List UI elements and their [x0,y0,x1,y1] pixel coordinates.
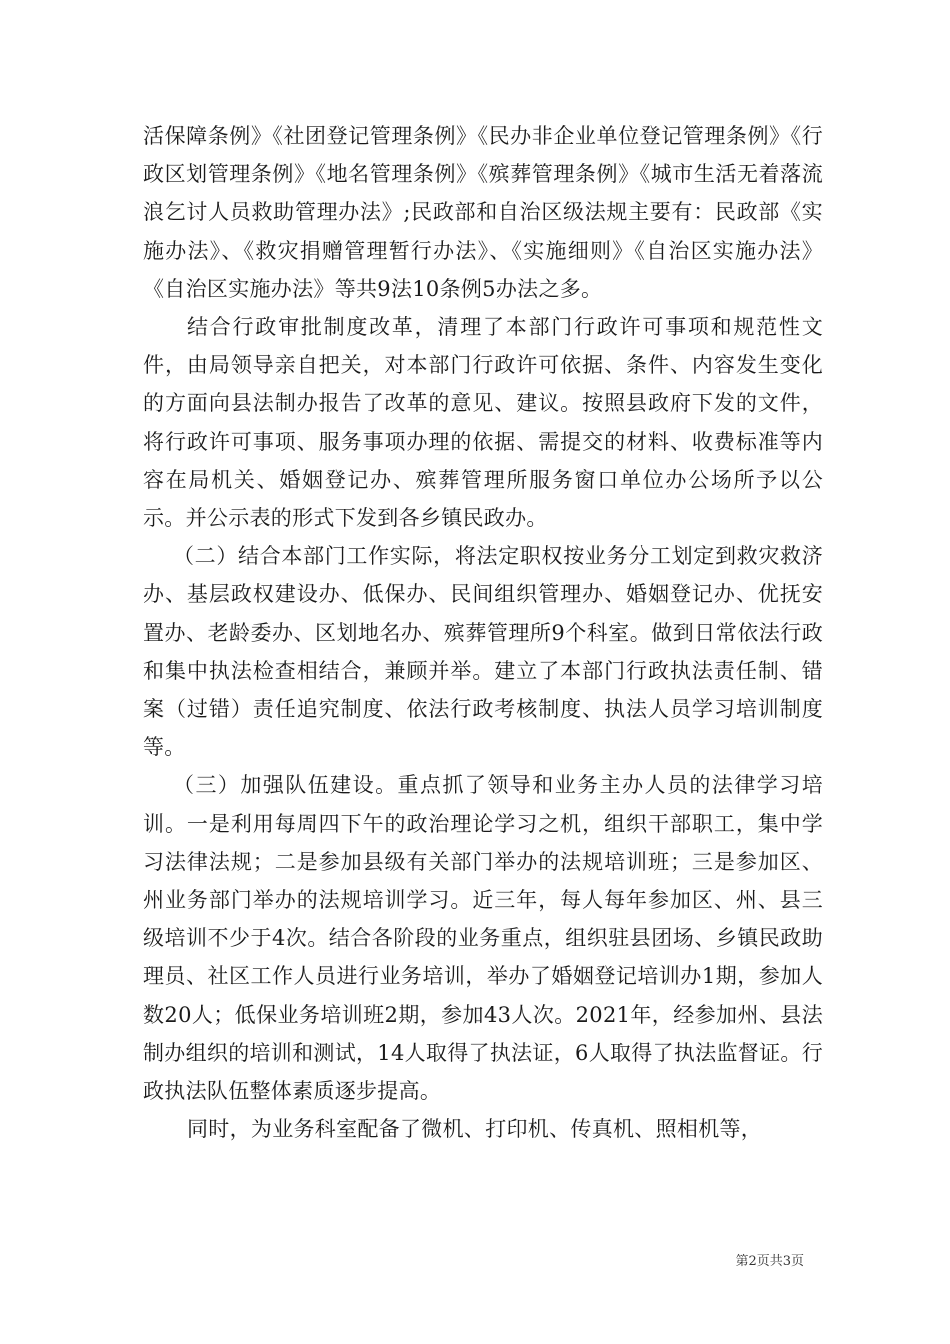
paragraph-regulations-list: 活保障条例》《社团登记管理条例》《民办非企业单位登记管理条例》《行政区划管理条例》《地名管理条例》《殡葬管理条例》《城市生活无着落流浪乞讨人员救助管理办法》;民政部和自治区级法规主要有：民政部《实施办法》、《救灾捐赠管理暂行办法》、《实施细则》《自治区实施办法》《自治区实施办法》等共9法10条例5办法之多。 [143,124,823,301]
paragraph-section-two: （二）结合本部门工作实际，将法定职权按业务分工划定到救灾救济办、基层政权建设办、低保办、民间组织管理办、婚姻登记办、优抚安置办、老龄委办、区划地名办、殡葬管理所9个科室。做到日常依法行政和集中执法检查相结合，兼顾并举。建立了本部门行政执法责任制、错案（过错）责任追究制度、依法行政考核制度、执法人员学习培训制度等。 [143,544,823,760]
paragraph-equipment: 同时，为业务科室配备了微机、打印机、传真机、照相机等， [187,1117,763,1142]
paragraph-admin-approval-reform: 结合行政审批制度改革，清理了本部门行政许可事项和规范性文件，由局领导亲自把关，对本部门行政许可依据、条件、内容发生变化的方面向县法制办报告了改革的意见、建议。按照县政府下发的文件，将行政许可事项、服务事项办理的依据、需提交的材料、收费标准等内容在局机关、婚姻登记办、殡葬管理所服务窗口单位办公场所予以公示。并公示表的形式下发到各乡镇民政办。 [143,315,823,531]
paragraph-section-three: （三）加强队伍建设。重点抓了领导和业务主办人员的法律学习培训。一是利用每周四下午的政治理论学习之机，组织干部职工，集中学习法律法规；二是参加县级有关部门举办的法规培训班；三是参加区、州业务部门举办的法规培训学习。近三年，每人每年参加区、州、县三级培训不少于4次。结合各阶段的业务重点，组织驻县团场、乡镇民政助理员、社区工作人员进行业务培训，举办了婚姻登记培训办1期，参加人数20人；低保业务培训班2期，参加43人次。2021年，经参加州、县法制办组织的培训和测试，14人取得了执法证，6人取得了执法监督证。行政执法队伍整体素质逐步提高。 [143,773,823,1104]
page-number-footer: 第2页共3页 [735,1254,804,1269]
document-body [143,117,823,1148]
